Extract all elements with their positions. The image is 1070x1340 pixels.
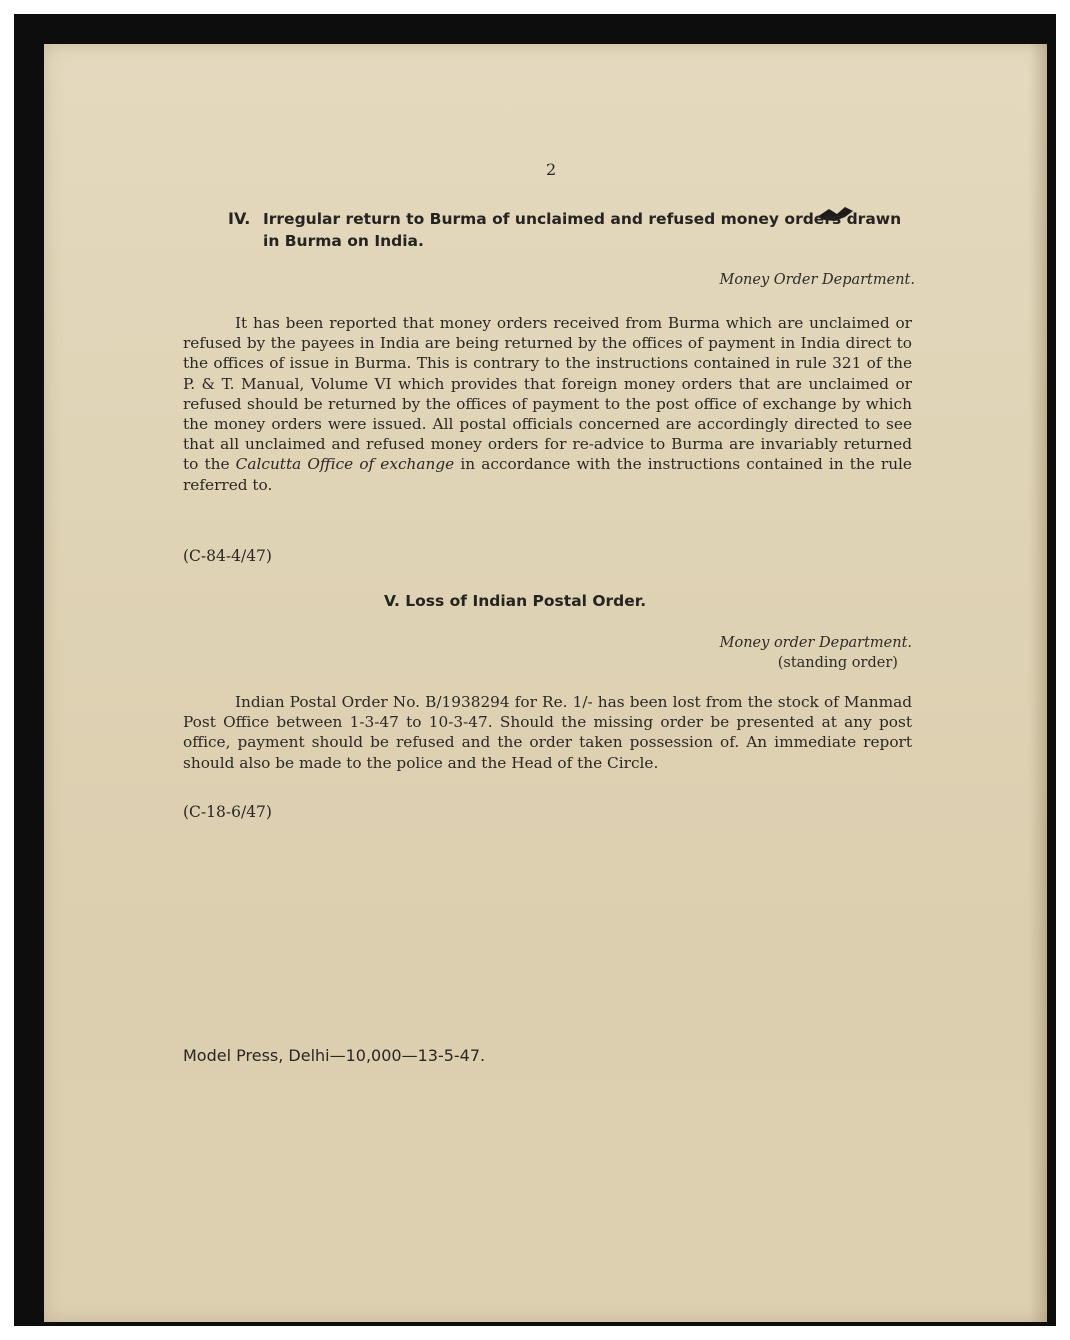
section-v-body-text: Indian Postal Order No. B/1938294 for Re. 1/- has been lost from the stock of Manmad Post Office between 1-3-47 to 10-3-47. Should the missing order be presented at any post office, payment should be refused and the order taken possession of. An immediate report should also be made to the police and the Head of the Circle.: [183, 693, 912, 772]
section-iv-body: [183, 313, 912, 495]
section-v-reference: (C-18-6/47): [183, 803, 272, 821]
section-v-department-note: (standing order): [777, 655, 898, 671]
section-v-body: [183, 692, 912, 773]
section-iv-reference: (C-84-4/47): [183, 547, 272, 565]
section-iv-body-end: in accordance with the instructions contained in the rule referred to.: [183, 455, 912, 494]
page-number: 2: [546, 160, 557, 179]
section-iv-heading: Irregular return to Burma of unclaimed and refused money orders drawn in Burma on India.: [263, 210, 902, 250]
printer-footer: Model Press, Delhi—10,000—13-5-47.: [183, 1046, 486, 1065]
section-v-heading: V. Loss of Indian Postal Order.: [384, 592, 647, 610]
section-v-department-name: Money order Department.: [719, 635, 912, 651]
section-iv-department: Money Order Department.: [719, 272, 915, 288]
section-iv-body-italic: Calcutta Office of exchange: [235, 455, 455, 474]
section-iv-body-start: It has been reported that money orders received from Burma which are unclaimed or refused by the payees in India are being returned by the offices of payment in India direct to the offices of issue in Burma. This is contrary to the instructions contained in rule 321 of the P. & T. Manual, Volume VI which provides that foreign money orders that are unclaimed or refused should be returned by the offices of payment to the post office of exchange by which the money orders were issued. All postal officials concerned are accordingly directed to see that all unclaimed and refused money orders for re-advice to Burma are invariably returned to the: [183, 314, 912, 474]
section-iv-numeral: IV.: [228, 209, 251, 228]
section-v-department: [720, 633, 912, 673]
